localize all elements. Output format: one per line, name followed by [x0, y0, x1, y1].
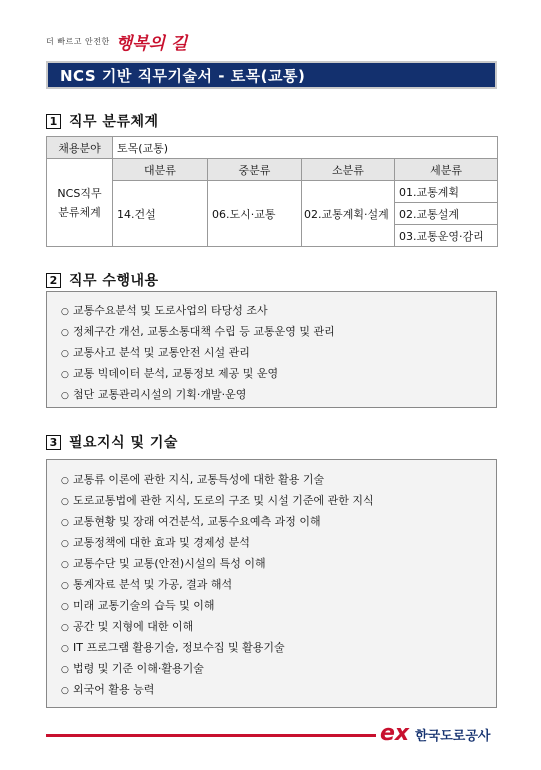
list-item: ○ 교통수요분석 및 도로사업의 타당성 조사 — [61, 300, 496, 321]
ring-bullet-icon: ○ — [61, 581, 69, 591]
table-row — [47, 159, 498, 181]
middle-cell: 06.도시·교통 — [208, 181, 302, 247]
row-label-line2: 분류체계 — [58, 205, 101, 219]
ring-bullet-icon: ○ — [61, 560, 69, 570]
list-item: ○ 교통수단 및 교통(안전)시설의 특성 이해 — [61, 553, 496, 574]
ring-bullet-icon: ○ — [61, 349, 69, 359]
field-label-cell: 채용분야 — [47, 137, 113, 159]
duties-box — [46, 291, 497, 408]
major-cell: 14.건설 — [113, 181, 208, 247]
list-item: ○ IT 프로그램 활용기술, 정보수집 및 활용기술 — [61, 637, 496, 658]
table-row — [47, 137, 498, 159]
title-bar — [46, 61, 497, 89]
row-label-line1: NCS직무 — [57, 186, 102, 200]
knowledge-list — [47, 469, 496, 700]
list-item: ○ 교통정책에 대한 효과 및 경제성 분석 — [61, 532, 496, 553]
company-logo — [380, 721, 490, 747]
footer-divider — [46, 734, 376, 737]
col-header-middle: 중분류 — [208, 159, 302, 181]
list-item: ○ 통계자료 분석 및 가공, 결과 해석 — [61, 574, 496, 595]
col-header-major: 대분류 — [113, 159, 208, 181]
slogan-script-text: 행복의 길 — [115, 33, 188, 54]
slogan-small-text: 더 빠르고 안전한 — [46, 36, 110, 46]
list-item: ○ 교통 빅데이터 분석, 교통정보 제공 및 운영 — [61, 363, 496, 384]
section2-header — [46, 270, 159, 290]
ring-bullet-icon: ○ — [61, 497, 69, 507]
list-item: ○ 미래 교통기술의 습득 및 이해 — [61, 595, 496, 616]
list-item: ○ 교통현황 및 장래 여건분석, 교통수요예측 과정 이해 — [61, 511, 496, 532]
ring-bullet-icon: ○ — [61, 602, 69, 612]
section1-number: 1 — [46, 114, 61, 129]
ring-bullet-icon: ○ — [61, 686, 69, 696]
section1-header — [46, 111, 159, 131]
list-item: ○ 외국어 활용 능력 — [61, 679, 496, 700]
list-item: ○ 정체구간 개선, 교통소통대책 수립 등 교통운영 및 관리 — [61, 321, 496, 342]
list-item: ○ 공간 및 지형에 대한 이해 — [61, 616, 496, 637]
ring-bullet-icon: ○ — [61, 307, 69, 317]
col-header-minor: 소분류 — [302, 159, 395, 181]
ring-bullet-icon: ○ — [61, 391, 69, 401]
ring-bullet-icon: ○ — [61, 518, 69, 528]
ring-bullet-icon: ○ — [61, 370, 69, 380]
ring-bullet-icon: ○ — [61, 539, 69, 549]
ring-bullet-icon: ○ — [61, 476, 69, 486]
list-item: ○ 첨단 교통관리시설의 기획·개발·운영 — [61, 384, 496, 405]
section3-number: 3 — [46, 435, 61, 450]
detail-cell: 01.교통계획 — [395, 181, 498, 203]
minor-cell: 02.교통계획·설계 — [302, 181, 395, 247]
list-item: ○ 법령 및 기준 이해·활용기술 — [61, 658, 496, 679]
page-title: NCS 기반 직무기술서 - 토목(교통) — [60, 66, 306, 85]
ring-bullet-icon: ○ — [61, 623, 69, 633]
detail-cell: 03.교통운영·감리 — [395, 225, 498, 247]
knowledge-box — [46, 459, 497, 708]
section1-title: 직무 분류체계 — [69, 114, 159, 130]
slogan — [46, 28, 187, 54]
ex-logo-icon: ex — [380, 721, 410, 746]
row-label-cell — [47, 159, 113, 247]
table-row — [47, 181, 498, 203]
list-item: ○ 도로교통법에 관한 지식, 도로의 구조 및 시설 기준에 관한 지식 — [61, 490, 496, 511]
detail-cell: 02.교통설계 — [395, 203, 498, 225]
field-value-cell: 토목(교통) — [113, 137, 498, 159]
section2-number: 2 — [46, 273, 61, 288]
section3-header — [46, 432, 178, 452]
ring-bullet-icon: ○ — [61, 644, 69, 654]
list-item: ○ 교통류 이론에 관한 지식, 교통특성에 대한 활용 기술 — [61, 469, 496, 490]
company-name: 한국도로공사 — [415, 728, 491, 744]
classification-table — [46, 136, 498, 247]
col-header-detail: 세분류 — [395, 159, 498, 181]
section3-title: 필요지식 및 기술 — [69, 435, 178, 451]
ring-bullet-icon: ○ — [61, 328, 69, 338]
duties-list — [47, 300, 496, 405]
ring-bullet-icon: ○ — [61, 665, 69, 675]
list-item: ○ 교통사고 분석 및 교통안전 시설 관리 — [61, 342, 496, 363]
section2-title: 직무 수행내용 — [69, 273, 159, 289]
